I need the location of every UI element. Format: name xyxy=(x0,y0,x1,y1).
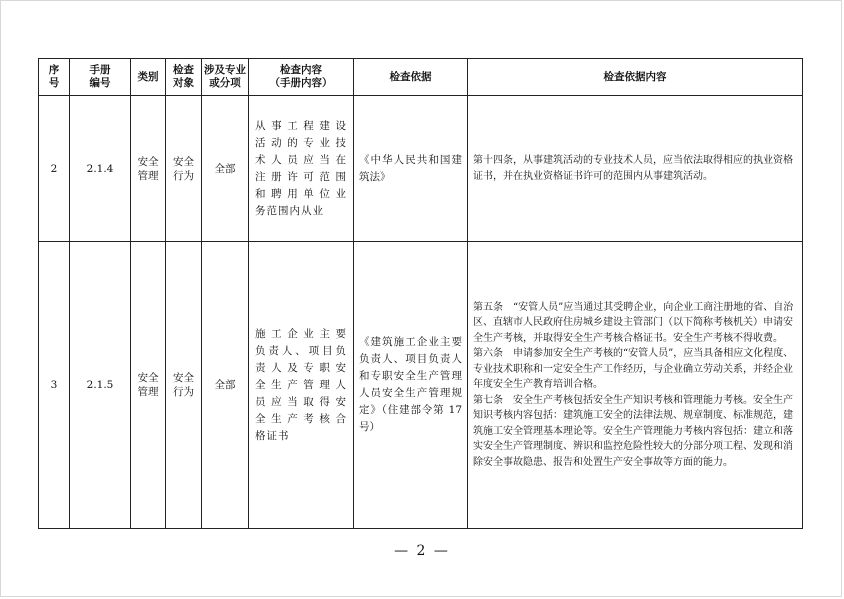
cell-target: 安全 行为 xyxy=(166,242,202,529)
cell-scope: 全部 xyxy=(202,96,249,242)
cell-category: 安全 管理 xyxy=(131,242,166,529)
header-basis: 检查依据 xyxy=(354,59,468,96)
header-scope: 涉及专业 或分项 xyxy=(202,59,249,96)
header-basis-content: 检查依据内容 xyxy=(468,59,803,96)
header-target: 检查 对象 xyxy=(166,59,202,96)
cell-target: 安全 行为 xyxy=(166,96,202,242)
cell-scope: 全部 xyxy=(202,242,249,529)
table-row xyxy=(39,242,803,529)
inspection-table xyxy=(38,58,803,529)
cell-basis: 《建筑施工企业主要负责人、项目负责人和专职安全生产管理人员安全生产管理规定》（住建部令第 17 号） xyxy=(354,242,468,529)
page-number: — 2 — xyxy=(394,543,450,559)
cell-seq: 3 xyxy=(39,242,70,529)
cell-basis-content: 第十四条，从事建筑活动的专业技术人员，应当依法取得相应的执业资格证书，并在执业资格证书许可的范围内从事建筑活动。 xyxy=(468,96,803,242)
article-5: 第五条 “安管人员”应当通过其受聘企业，向企业工商注册地的省、自治区、直辖市人民政府住房城乡建设主管部门（以下简称考核机关）申请安全生产考核，并取得安全生产考核合格证书。安全生产考核不得收费。 xyxy=(473,301,794,344)
cell-content: 从事工程建设 活动的专业技 术人员应当在 注册许可范围 和聘用单位业 务范围内从业 xyxy=(249,96,354,242)
article-6: 第六条 申请参加安全生产考核的“安管人员”，应当具备相应文化程度、专业技术职称和一定安全生产工作经历，与企业确立劳动关系，并经企业年度安全生产教育培训合格。 xyxy=(473,348,794,391)
cell-seq: 2 xyxy=(39,96,70,242)
header-seq: 序 号 xyxy=(39,59,70,96)
header-manual-no: 手册 编号 xyxy=(70,59,131,96)
article-7: 第七条 安全生产考核包括安全生产知识考核和管理能力考核。安全生产知识考核内容包括：建筑施工安全的法律法规、规章制度、标准规范，建筑施工安全管理基本理论等。安全生产管理能力考核内容包括：建立和落实安全生产管理制度、辨识和监控危险性较大的分部分项工程、发现和消除安全事故隐患、报告和处置生产安全事故等方面的能力。 xyxy=(473,394,793,468)
cell-basis: 《中华人民共和国建筑法》 xyxy=(354,96,468,242)
cell-manual-no: 2.1.4 xyxy=(70,96,131,242)
cell-basis-content xyxy=(468,242,803,529)
cell-content: 施工企业主要 负责人、项目负 责人及专职安 全生产管理人 员应当取得安 全生产考核合 格证书 xyxy=(249,242,354,529)
header-row xyxy=(39,59,803,96)
header-content: 检查内容 （手册内容） xyxy=(249,59,354,96)
table-row xyxy=(39,96,803,242)
header-category: 类别 xyxy=(131,59,166,96)
cell-manual-no: 2.1.5 xyxy=(70,242,131,529)
cell-category: 安全 管理 xyxy=(131,96,166,242)
